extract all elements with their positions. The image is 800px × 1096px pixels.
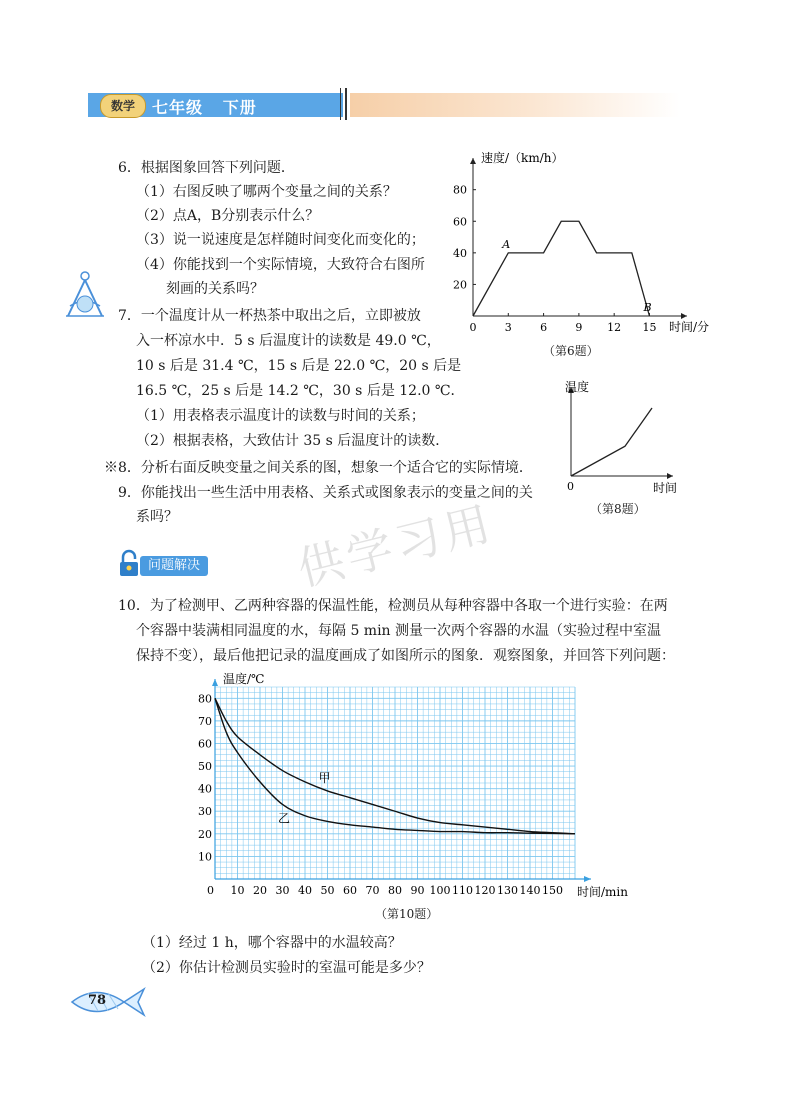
chart6-caption: （第6题）	[543, 344, 599, 358]
y-tick-label: 60	[453, 215, 467, 229]
header-grade: 七年级	[152, 98, 204, 117]
x-axis-arrow	[584, 876, 591, 882]
header-divider-thick	[345, 88, 347, 120]
x-tick-label: 110	[452, 884, 473, 897]
q6-item-2: （2）点A，B分别表示什么？	[136, 208, 320, 224]
x-tick-label: 60	[343, 884, 357, 897]
q7-item-1: （1）用表格表示温度计的读数与时间的关系；	[136, 408, 425, 424]
q6-title: 6．根据图象回答下列问题．	[118, 160, 295, 176]
y-axis-arrow	[212, 679, 218, 686]
header-divider	[340, 88, 341, 120]
header-gradient	[350, 93, 680, 117]
y-tick-label: 40	[198, 782, 212, 796]
x-tick-label: 40	[298, 884, 312, 897]
y-tick-label: 50	[198, 760, 212, 774]
compass-icon	[62, 268, 108, 320]
x-tick-label: 0	[469, 321, 477, 334]
q6-item-4: （4）你能找到一个实际情境，大致符合右图所	[136, 257, 425, 273]
x-tick-label: 10	[230, 884, 245, 897]
y-axis-label: 速度/（km/h）	[481, 151, 564, 165]
fish-icon	[68, 985, 148, 1019]
temperature-series-line	[571, 408, 652, 476]
watermark: 供学习用	[292, 495, 500, 597]
page-number: 78	[88, 993, 107, 1008]
q7-line-1: 7．一个温度计从一杯热茶中取出之后，立即被放	[118, 308, 421, 324]
x-tick-label: 12	[607, 321, 622, 334]
x-tick-label: 6	[540, 321, 548, 334]
q7-line-4: 16.5 ℃，25 s 后是 14.2 ℃，30 s 后是 12.0 ℃．	[136, 383, 465, 399]
x-tick-label: 70	[365, 884, 380, 897]
origin-label: 0	[567, 480, 574, 493]
x-tick-label: 3	[504, 321, 512, 334]
point-label-A: A	[502, 237, 511, 251]
section-badge: 问题解决	[140, 556, 208, 576]
q9-line-2: 系吗？	[136, 509, 178, 525]
q10-line-2: 个容器中装满相同温度的水，每隔 5 min 测量一次两个容器的水温（实验过程中室温	[136, 623, 662, 639]
q7-line-2: 入一杯凉水中．5 s 后温度计的读数是 49.0 ℃，	[136, 333, 441, 349]
speed-time-chart	[440, 150, 710, 334]
x-tick-label: 90	[410, 884, 425, 897]
chart10-caption: （第10题）	[375, 907, 439, 921]
y-tick-label: 20	[198, 827, 212, 841]
q7-line-3: 10 s 后是 31.4 ℃，15 s 后是 22.0 ℃，20 s 后是	[136, 358, 462, 374]
x-tick-label: 9	[575, 321, 583, 334]
x-axis-label: 时间/min	[577, 885, 628, 899]
y-tick-label: 30	[198, 805, 212, 819]
x-axis-arrow	[681, 313, 687, 319]
y-tick-label: 40	[453, 246, 467, 260]
x-axis-arrow	[667, 473, 673, 479]
lock-icon	[118, 550, 140, 576]
series-label-jia: 甲	[318, 770, 331, 785]
x-tick-label: 150	[542, 884, 563, 897]
header-title	[152, 95, 257, 118]
q10-line-3: 保持不变），最后他把记录的温度画成了如图所示的图象．观察图象，并回答下列问题：	[136, 648, 675, 664]
subject-logo: 数学	[100, 94, 146, 118]
x-axis-label: 时间/分	[669, 320, 710, 334]
q10-line-1: 10．为了检测甲、乙两种容器的保温性能，检测员从每种容器中各取一个进行实验：在两	[118, 598, 668, 614]
q7-item-2: （2）根据表格，大致估计 35 s 后温度计的读数．	[136, 433, 450, 449]
q9-line-1: 9．你能找出一些生活中用表格、关系式或图象表示的变量之间的关	[118, 485, 533, 501]
q10-sub-2: （2）你估计检测员实验时的室温可能是多少？	[142, 960, 431, 976]
header-volume: 下册	[222, 98, 257, 117]
x-tick-label: 120	[474, 884, 496, 897]
y-tick-label: 10	[198, 850, 212, 864]
x-tick-label: 50	[320, 884, 335, 897]
x-axis-label: 时间	[653, 481, 678, 495]
y-axis-label: 温度	[565, 380, 590, 394]
y-tick-label: 20	[453, 278, 467, 292]
q10-sub-1: （1）经过 1 h，哪个容器中的水温较高？	[142, 935, 402, 951]
y-tick-label: 60	[198, 737, 212, 751]
x-tick-label: 80	[388, 884, 402, 897]
x-tick-label: 15	[642, 321, 657, 334]
y-tick-label: 70	[198, 714, 212, 728]
y-axis-label: 温度/℃	[223, 672, 265, 686]
point-label-B: B	[643, 301, 652, 314]
y-axis-arrow	[470, 158, 476, 164]
speed-series-line	[473, 221, 652, 316]
q6-item-4-cont: 刻画的关系吗？	[166, 281, 264, 297]
q6-item-3: （3）说一说速度是怎样随时间变化而变化的；	[136, 232, 425, 248]
x-tick-label: 100	[429, 884, 451, 897]
series-label-yi: 乙	[278, 811, 291, 826]
q6-item-1: （1）右图反映了哪两个变量之间的关系？	[136, 184, 397, 200]
q8-text: ※8．分析右面反映变量之间关系的图，想象一个适合它的实际情境．	[104, 460, 533, 476]
origin-label: 0	[207, 884, 214, 897]
x-tick-label: 140	[519, 884, 541, 897]
y-tick-label: 80	[453, 183, 467, 197]
temperature-sketch-chart	[555, 378, 685, 498]
x-tick-label: 130	[497, 884, 518, 897]
y-tick-label: 80	[198, 692, 212, 706]
chart8-caption: （第8题）	[590, 502, 646, 516]
x-tick-label: 30	[275, 884, 290, 897]
x-tick-label: 20	[253, 884, 267, 897]
container-temperature-chart	[190, 672, 630, 902]
